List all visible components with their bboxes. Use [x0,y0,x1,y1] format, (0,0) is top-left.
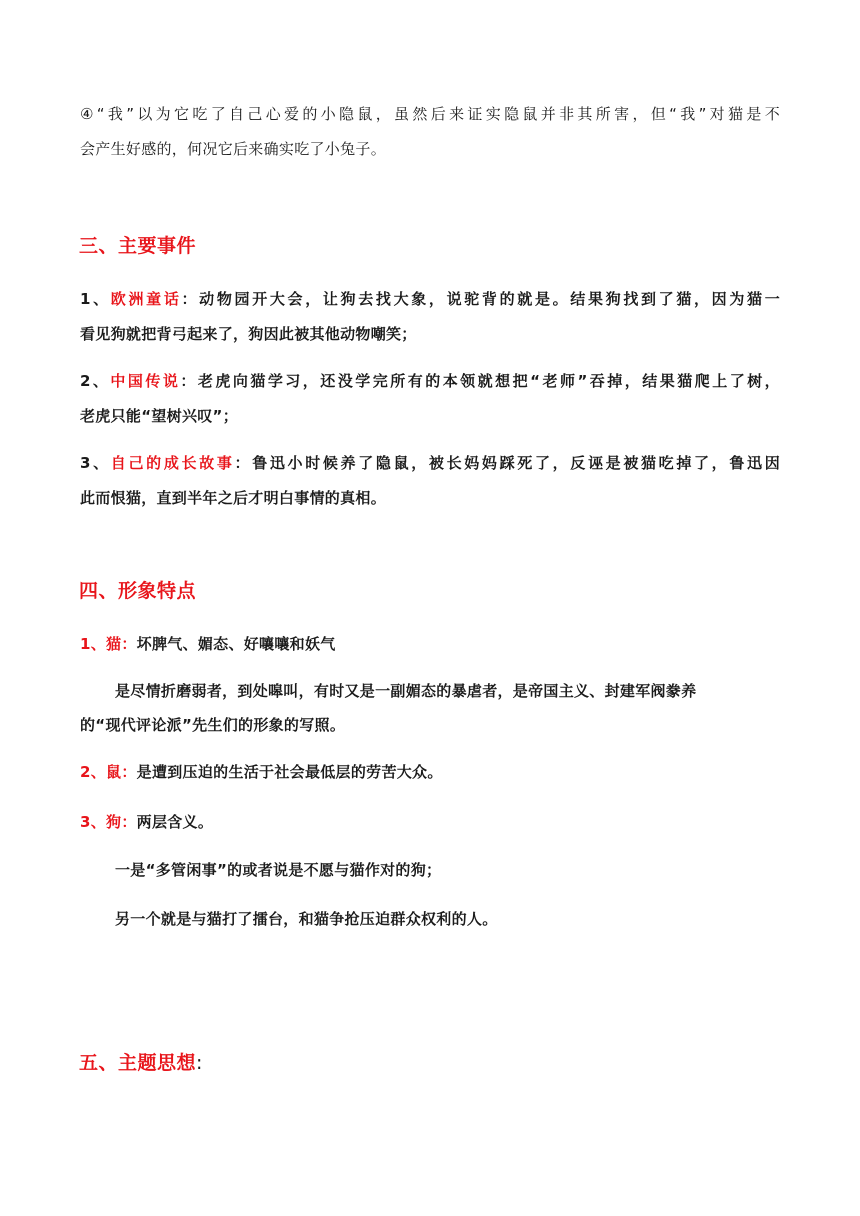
mouse-line [80,762,780,782]
section-3-heading: 三、主要事件 [79,235,197,257]
event-item-1-label: 欧洲童话 [110,290,182,308]
event-item-1-number: 1、 [80,290,111,308]
event-item-2-number: 2、 [80,372,111,390]
event-item-2-label: 中国传说 [110,372,181,390]
event-item-3-line-2: 此而恨猫，直到半年之后才明白事情的真相。 [80,489,387,507]
mouse-label: 2、鼠： [80,763,137,781]
dog-text: 两层含义。 [136,813,214,831]
paragraph-4-line-2: 会产生好感的，何况它后来确实吃了小兔子。 [80,140,387,158]
event-item-3-line-1 [80,453,780,473]
cat-label: 1、猫： [80,635,137,653]
dog-meaning-2: 另一个就是与猫打了擂台，和猫争抢压迫群众权利的人。 [115,910,498,928]
paragraph-4-line-1: ④“我”以为它吃了自己心爱的小隐鼠，虽然后来证实隐鼠并非其所害，但“我”对猫是不 [80,105,780,123]
dog-label: 3、狗： [80,813,137,831]
event-item-3-number: 3、 [80,454,111,472]
mouse-text: 是遭到压迫的生活于社会最低层的劳苦大众。 [136,763,443,781]
cat-line [80,634,780,654]
event-item-3-text: ：鲁迅小时候养了隐鼠，被长妈妈踩死了，反诬是被猫吃掉了，鲁迅因 [234,454,780,472]
event-item-1-line-1 [80,289,780,309]
event-item-1-text: ：动物园开大会，让狗去找大象，说驼背的就是。结果狗找到了猫，因为猫一 [181,290,780,308]
dog-line [80,812,780,832]
dog-meaning-1: 一是“多管闲事”的或者说是不愿与猫作对的狗； [115,861,442,879]
event-item-1-line-2: 看见狗就把背弓起来了，狗因此被其他动物嘲笑； [80,325,417,343]
section-4-heading: 四、形象特点 [79,580,197,602]
event-item-2-line-2: 老虎只能“望树兴叹”； [80,407,239,425]
cat-description-line-2: 的“现代评论派”先生们的形象的写照。 [80,716,346,734]
event-item-3-label: 自己的成长故事 [110,454,235,472]
section-5-heading [79,1051,203,1075]
event-item-2-line-1 [80,371,780,391]
section-5-heading-text: 五、主题思想 [79,1052,197,1074]
cat-description-line-1: 是尽情折磨弱者，到处嗥叫，有时又是一副媚态的暴虐者，是帝国主义、封建军阀豢养 [115,682,697,700]
event-item-2-text: ：老虎向猫学习，还没学完所有的本领就想把“老师”吞掉，结果猫爬上了树， [180,372,780,390]
cat-traits: 坏脾气、媚态、好嚷嚷和妖气 [136,635,336,653]
section-5-heading-colon: : [196,1052,203,1074]
